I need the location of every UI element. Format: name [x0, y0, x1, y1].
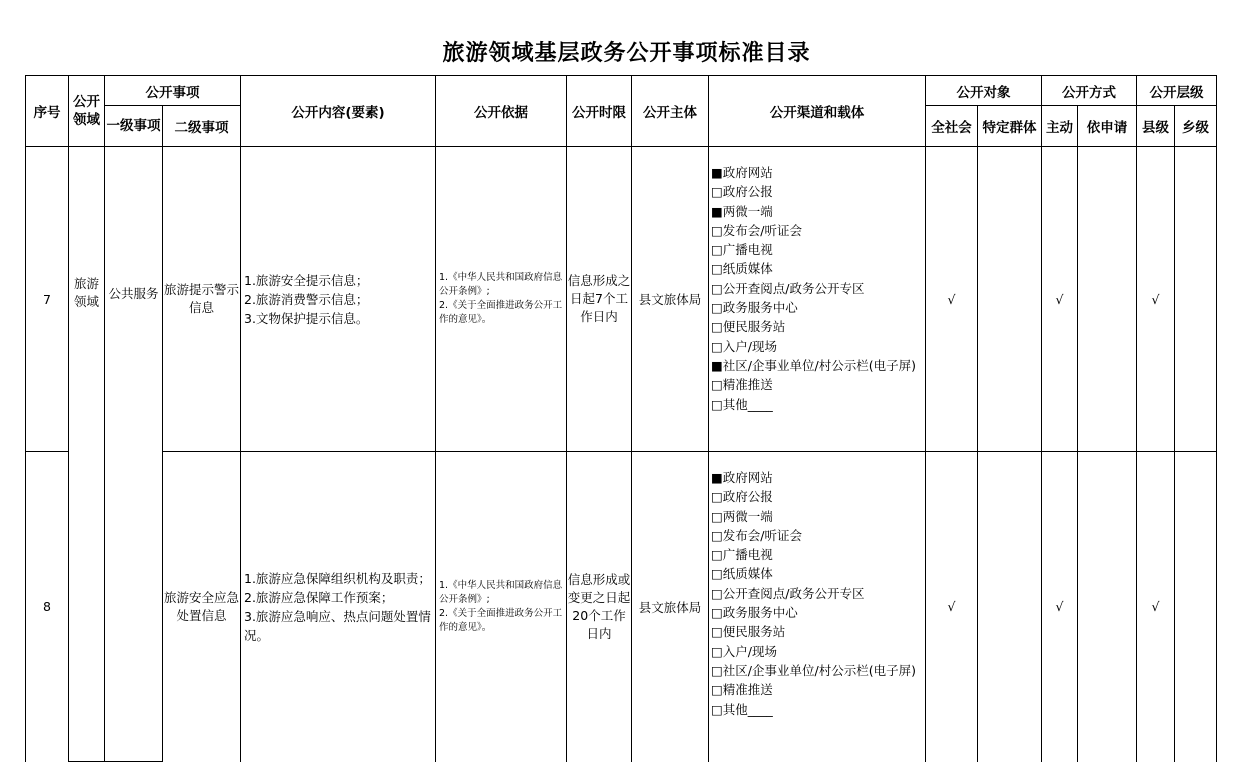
- content-line: 2.旅游消费警示信息；: [244, 291, 369, 307]
- channel-item: □政务服务中心: [711, 605, 798, 621]
- cell-subject: 县文旅体局: [632, 452, 709, 762]
- header-seq: 序号: [26, 76, 69, 147]
- cell-level1: [105, 147, 163, 762]
- header-subject: 公开主体: [632, 76, 709, 147]
- channel-item: ■政府网站: [711, 165, 773, 180]
- cell-content: 1.旅游应急保障组织机构及职责； 2.旅游应急保障工作预案； 3.旅游应急响应、热点问题处置情况。: [241, 452, 436, 762]
- channel-item: □政务服务中心: [711, 300, 798, 316]
- cell-subject: 县文旅体局: [632, 147, 709, 452]
- page-title: 旅游领域基层政务公开事项标准目录: [442, 40, 811, 66]
- channel-item: □便民服务站: [711, 624, 786, 640]
- content-line: 3.文物保护提示信息。: [244, 310, 369, 326]
- channel-item: □政府公报: [711, 184, 773, 200]
- channel-item: ■两微一端: [711, 203, 773, 219]
- cell-method-active: √: [1042, 452, 1078, 762]
- cell-method-apply: [1078, 452, 1137, 762]
- cell-method-active: √: [1042, 147, 1078, 452]
- channel-item: □其他____: [711, 396, 773, 412]
- cell-target-all: √: [926, 147, 978, 452]
- cell-target-specific: [978, 452, 1042, 762]
- channel-item: □公开查阅点/政务公开专区: [711, 280, 865, 296]
- channel-item: □其他____: [711, 701, 773, 717]
- cell-level1-text: 公共服务: [108, 286, 159, 301]
- cell-time-limit: 信息形成或变更之日起20个工作日内: [567, 452, 632, 762]
- cell-level-county: √: [1137, 147, 1175, 452]
- basis-line: 2.《关于全面推进政务公开工作的意见》。: [439, 607, 563, 633]
- channel-item: □入户/现场: [711, 643, 778, 659]
- header-method-apply: 依申请: [1078, 106, 1137, 147]
- channel-item: □政府公报: [711, 489, 773, 505]
- header-level-county: 县级: [1137, 106, 1175, 147]
- cell-domain-text: 旅游领域: [73, 276, 99, 309]
- channel-item: □社区/企事业单位/村公示栏(电子屏): [711, 662, 916, 678]
- cell-basis: [436, 452, 567, 762]
- cell-method-apply: [1078, 147, 1137, 452]
- channel-item: ■政府网站: [711, 470, 773, 485]
- channel-item: □广播电视: [711, 242, 773, 258]
- channel-item: □广播电视: [711, 547, 773, 563]
- channel-item: □发布会/听证会: [711, 222, 803, 238]
- header-level-town: 乡级: [1175, 106, 1217, 147]
- cell-channels: [709, 452, 926, 762]
- content-line: 1.旅游安全提示信息；: [244, 272, 369, 288]
- cell-channels: [709, 147, 926, 452]
- header-level1: 一级事项: [105, 106, 163, 147]
- header-domain: 公开领域: [69, 76, 105, 147]
- cell-content: [241, 147, 436, 452]
- cell-level2: 旅游提示警示信息: [163, 147, 241, 452]
- channel-item: □两微一端: [711, 508, 773, 524]
- table-row: [26, 147, 1217, 452]
- header-basis: 公开依据: [436, 76, 567, 147]
- cell-target-all: √: [926, 452, 978, 762]
- header-channels: 公开渠道和载体: [709, 76, 926, 147]
- table-row: [26, 452, 1217, 762]
- cell-domain: [69, 147, 105, 762]
- header-target-specific: 特定群体: [978, 106, 1042, 147]
- channel-item: □发布会/听证会: [711, 527, 803, 543]
- header-method-group: 公开方式: [1042, 76, 1137, 106]
- basis-line: 1.《中华人民共和国政府信息公开条例》;: [439, 272, 563, 297]
- cell-time-limit: 信息形成之日起7个工作日内: [567, 147, 632, 452]
- channel-item: ■社区/企事业单位/村公示栏(电子屏): [711, 357, 916, 373]
- header-target-all: 全社会: [926, 106, 978, 147]
- cell-level-county: √: [1137, 452, 1175, 762]
- channel-item: □便民服务站: [711, 319, 786, 335]
- channel-item: □纸质媒体: [711, 261, 773, 277]
- header-target-group: 公开对象: [926, 76, 1042, 106]
- header-method-active: 主动: [1042, 106, 1078, 147]
- catalog-table: [25, 75, 1217, 762]
- cell-seq: 7: [26, 147, 69, 452]
- channel-item: □精准推送: [711, 682, 773, 698]
- cell-target-specific: [978, 147, 1042, 452]
- cell-level-town: [1175, 147, 1217, 452]
- header-level-group: 公开层级: [1137, 76, 1217, 106]
- channel-item: □精准推送: [711, 377, 773, 393]
- channel-item: □入户/现场: [711, 338, 778, 354]
- channel-item: □纸质媒体: [711, 566, 773, 582]
- header-level2: 二级事项: [163, 106, 241, 147]
- cell-basis: [436, 147, 567, 452]
- header-content: 公开内容(要素): [241, 76, 436, 147]
- header-item-group: 公开事项: [105, 76, 241, 106]
- cell-level-town: [1175, 452, 1217, 762]
- cell-level2: 旅游安全应急处置信息: [163, 452, 241, 762]
- basis-line: 2.《关于全面推进政务公开工作的意见》。: [439, 300, 563, 325]
- basis-line: 1.《中华人民共和国政府信息公开条例》;: [439, 579, 563, 605]
- channel-item: □公开查阅点/政务公开专区: [711, 585, 865, 601]
- cell-seq: 8: [26, 452, 69, 762]
- header-time-limit: 公开时限: [567, 76, 632, 147]
